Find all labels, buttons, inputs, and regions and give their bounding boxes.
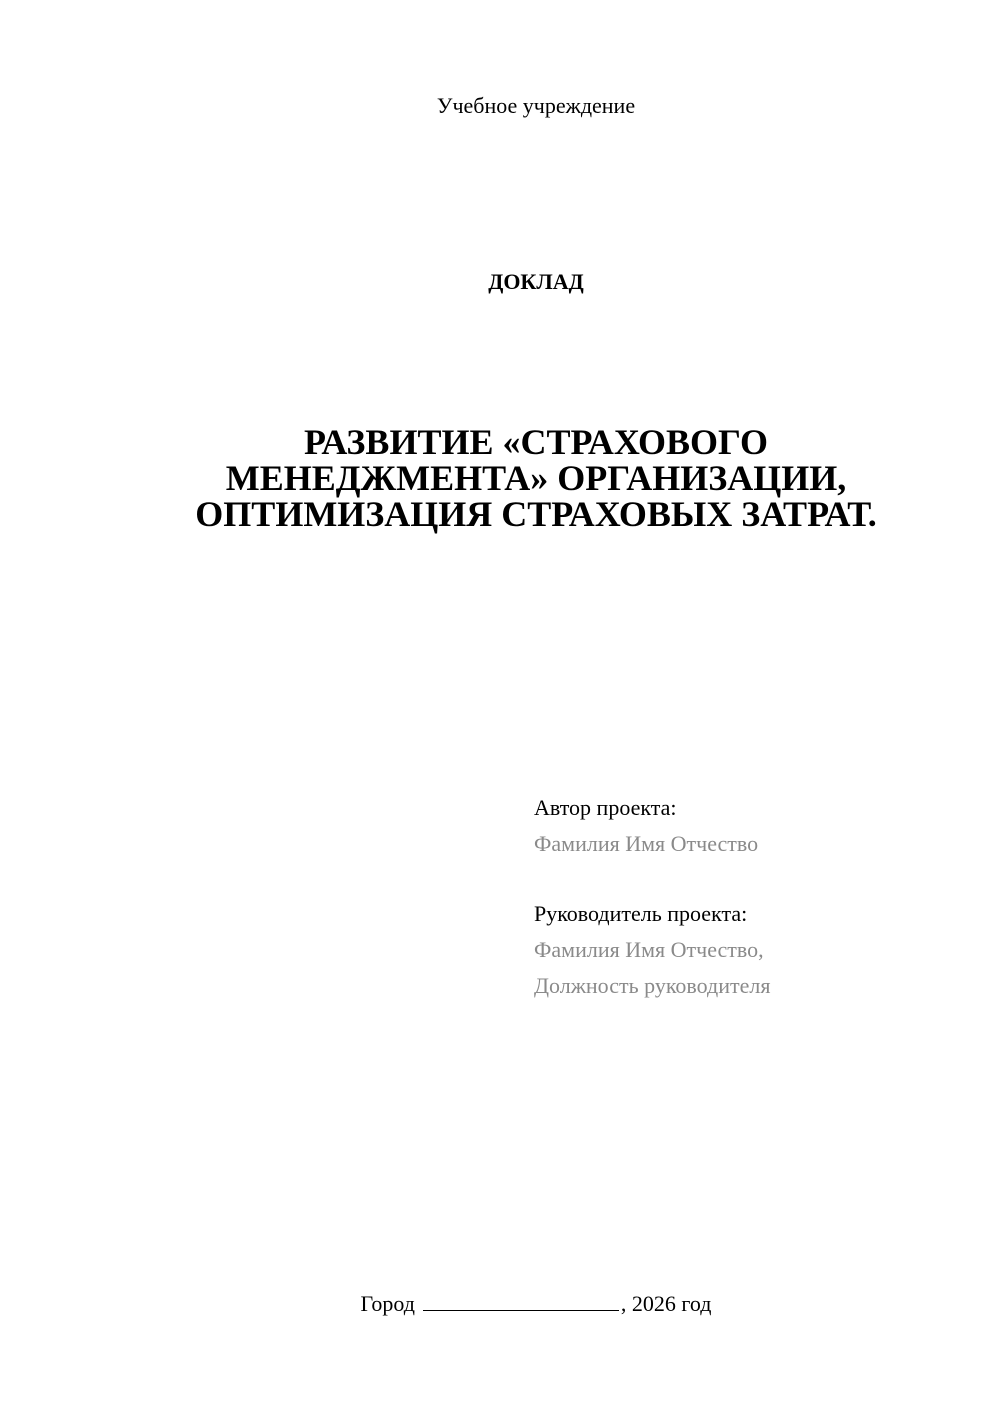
- author-name: Фамилия Имя Отчество: [534, 831, 759, 856]
- city-blank-line: [423, 1290, 619, 1311]
- supervisor-label: Руководитель проекта:: [534, 901, 748, 926]
- signature-spacer: [534, 862, 974, 896]
- title-line-2: МЕНЕДЖМЕНТА» ОРГАНИЗАЦИИ,: [225, 458, 847, 498]
- year-text: , 2026 год: [620, 1291, 712, 1316]
- signature-block: [534, 790, 974, 1004]
- title-line-3: ОПТИМИЗАЦИЯ СТРАХОВЫХ ЗАТРАТ.: [195, 494, 877, 534]
- author-label: Автор проекта:: [534, 795, 677, 820]
- document-type: ДОКЛАД: [488, 269, 584, 294]
- supervisor-name: Фамилия Имя Отчество,: [534, 937, 764, 962]
- supervisor-position: Должность руководителя: [534, 973, 771, 998]
- document-title: [120, 424, 952, 532]
- city-year-line: [0, 1290, 1000, 1318]
- title-line-1: РАЗВИТИЕ «СТРАХОВОГО: [303, 422, 769, 462]
- city-label: Город: [360, 1291, 415, 1316]
- institution-name: Учебное учреждение: [436, 93, 636, 118]
